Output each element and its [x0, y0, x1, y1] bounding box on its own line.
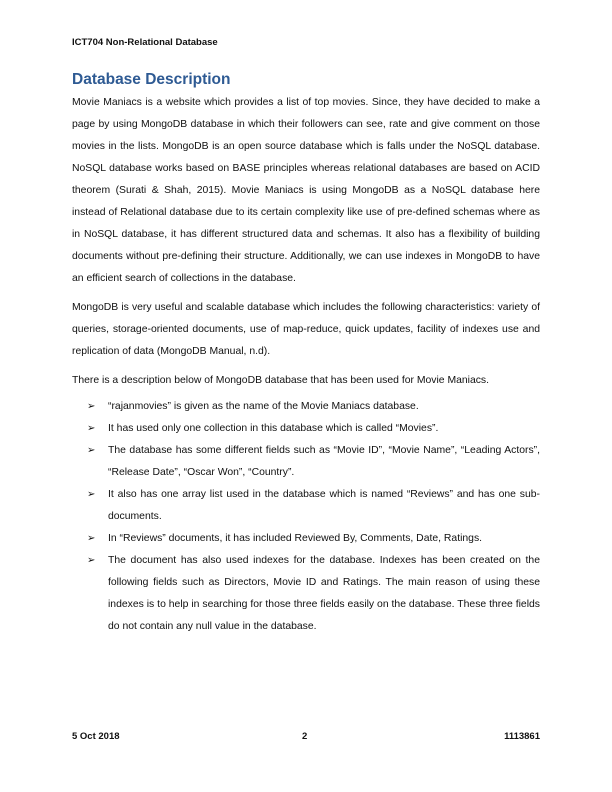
list-item-text: “rajanmovies” is given as the name of the Movie Maniacs database. — [108, 401, 419, 412]
bullet-list — [72, 396, 540, 638]
list-item-text: In “Reviews” documents, it has included Reviewed By, Comments, Date, Ratings. — [108, 533, 483, 544]
paragraph-characteristics: MongoDB is very useful and scalable database which includes the following characteristics: variety of queries, storage-oriented documents, use of map-reduce, quick updates, facility of indexes use and replication of data (MongoDB Manual, n.d). — [72, 302, 540, 357]
arrow-bullet-icon: ➢ — [87, 533, 96, 544]
footer-page-number: 2 — [302, 731, 308, 742]
list-item — [72, 418, 540, 440]
footer-student-id: 1113861 — [504, 731, 540, 742]
arrow-bullet-icon: ➢ — [87, 401, 96, 412]
list-item-text: It has used only one collection in this database which is called “Movies”. — [108, 423, 439, 434]
list-item — [72, 528, 540, 550]
arrow-bullet-icon: ➢ — [87, 555, 96, 566]
list-item — [72, 396, 540, 418]
arrow-bullet-icon: ➢ — [87, 423, 96, 434]
document-body — [72, 70, 540, 638]
arrow-bullet-icon: ➢ — [87, 445, 96, 456]
list-item-text: The document has also used indexes for the database. Indexes has been created on the following fields such as Directors, Movie ID and Ratings. The main reason of using these indexes is to help in searching for those three fields easily on the database. These three fields do not contain any null value in the database. — [108, 555, 540, 632]
paragraph-overview: Movie Maniacs is a website which provides a list of top movies. Since, they have decided to make a page by using MongoDB database in which their followers can see, rate and give comment on those movies in the lists. MongoDB is an open source database which is falls under the NoSQL database. NoSQL database works based on BASE principles whereas relational databases are based on ACID theorem (Surati & Shah, 2015). Movie Maniacs is using MongoDB as a NoSQL database here instead of Relational database due to its certain complexity like use of pre-defined schemas where as in NoSQL database, it has different structured data and schemas. It also has a flexibility of building documents without pre-defining their structure. Additionally, we can use indexes in MongoDB to have an efficient search of collections in the database. — [72, 97, 540, 284]
list-item-text: It also has one array list used in the database which is named “Reviews” and has one sub-documents. — [108, 489, 540, 522]
paragraph-list-intro: There is a description below of MongoDB database that has been used for Movie Maniacs. — [72, 375, 490, 386]
list-item-text: The database has some different fields such as “Movie ID”, “Movie Name”, “Leading Actors”, “Release Date”, “Oscar Won”, “Country”. — [108, 445, 540, 478]
page-header: ICT704 Non-Relational Database — [72, 37, 218, 48]
footer-date: 5 Oct 2018 — [72, 731, 120, 742]
list-item — [72, 440, 540, 484]
list-item — [72, 550, 540, 638]
section-heading: Database Description — [72, 71, 231, 88]
list-item — [72, 484, 540, 528]
arrow-bullet-icon: ➢ — [87, 489, 96, 500]
